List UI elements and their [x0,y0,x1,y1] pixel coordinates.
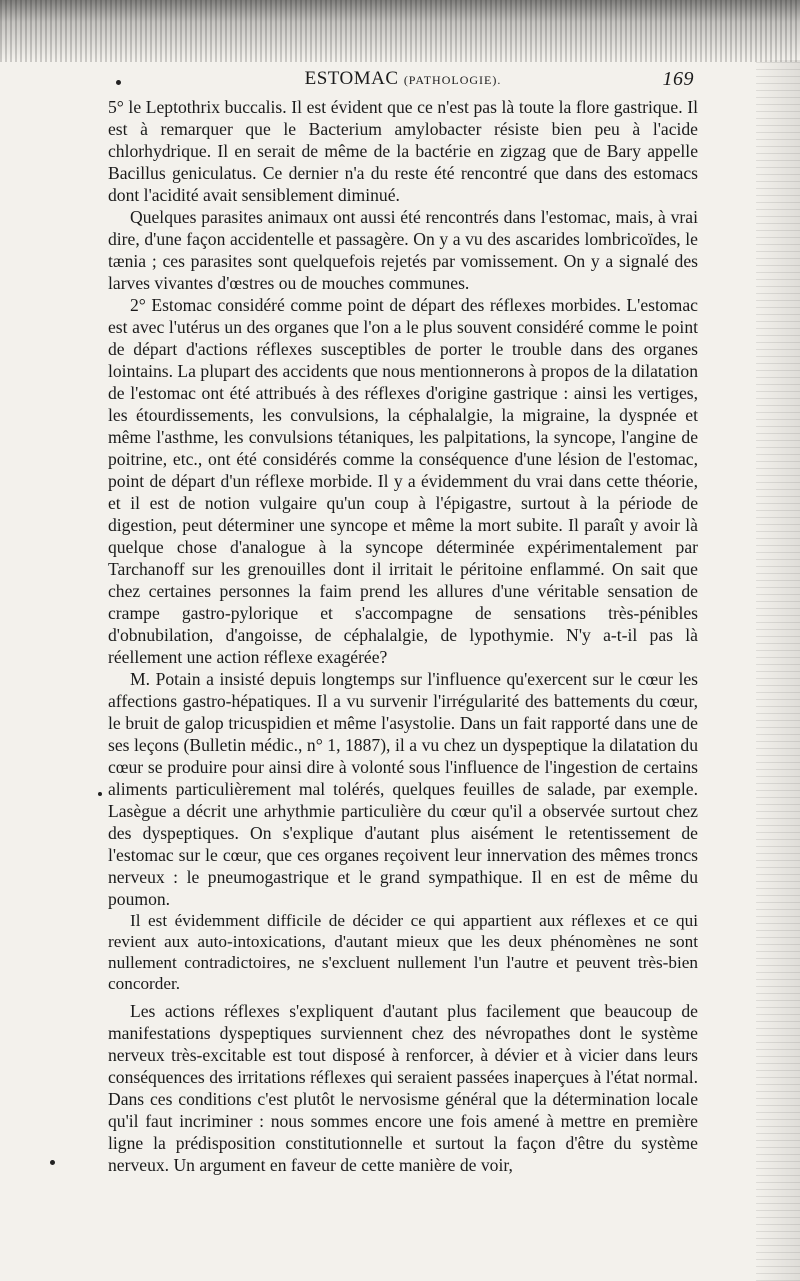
book-page [108,62,698,1176]
paragraph: 5° le Leptothrix buccalis. Il est évident que ce n'est pas là toute la flore gastrique. Il est à remarquer que le Bacterium amylobacter résiste bien peu à l'acide chlorhydrique. Il en serait de même de la bactérie en zigzag que de Bary appelle Bacillus geniculatus. Ce dernier n'a du reste été rencontré que dans des estomacs dont l'acidité avait sensiblement diminué. [108,97,698,205]
scan-top-edge [0,0,800,62]
scan-right-edge [756,60,800,1281]
running-title [108,68,698,90]
ink-speck [50,1160,55,1165]
paragraph: Les actions réflexes s'expliquent d'autant plus facilement que beaucoup de manifestations dyspeptiques surviennent chez des névropathes dont le système nerveux très-excitable est tout disposé à renforcer, à dévier et à vicier dans leurs conséquences des irritations réflexes qui seraient passées inaperçues à l'état normal. Dans ces conditions c'est plutôt le nervosisme général que la détermination locale qu'il faut incriminer : nous sommes encore une fois amené à mettre en première ligne la prédisposition constitutionnelle et surtout la façon d'être du système nerveux. Un argument en faveur de cette manière de voir, [108,1001,698,1175]
paragraph: Quelques parasites animaux ont aussi été rencontrés dans l'estomac, mais, à vrai dire, d'une façon accidentelle et passagère. On y a vu des ascarides lombricoïdes, le tænia ; ces parasites sont quelquefois rejetés par vomissement. On y a signalé des larves vivantes d'œstres ou de mouches communes. [108,207,698,293]
running-title-sub: (PATHOLOGIE). [403,73,502,87]
page-number: 169 [662,68,694,90]
running-title-main: ESTOMAC [304,68,399,89]
paragraph: Il est évidemment difficile de décider ce qui appartient aux réflexes et ce qui revient aux auto-intoxications, d'autant mieux que les deux phénomènes ne sont nullement contradictoires, ne s'excluent nullement l'un l'autre et peuvent très-bien concorder. [108,911,698,993]
ink-speck [98,792,102,796]
running-head [108,62,698,96]
paragraph: M. Potain a insisté depuis longtemps sur l'influence qu'exercent sur le cœur les affections gastro-hépatiques. Il a vu survenir l'irrégularité des battements du cœur, le bruit de galop tricuspidien et même l'asystolie. Dans un fait rapporté dans une de ses leçons (Bulletin médic., n° 1, 1887), il a vu chez un dyspeptique la dilatation du cœur se produire pour ainsi dire à volonté sous l'influence de l'ingestion de certains aliments particulièrement mal tolérés, quelques feuilles de salade, par exemple. Lasègue a décrit une arhythmie particulière du cœur qu'il a observée surtout chez des dyspeptiques. On s'explique d'autant plus aisément le retentissement de l'estomac sur le cœur, que ces organes reçoivent leur innervation des mêmes troncs nerveux : le pneumogastrique et le grand sympathique. Il en est de même du poumon. [108,669,698,909]
paragraph: 2° Estomac considéré comme point de départ des réflexes morbides. L'estomac est avec l'utérus un des organes que l'on a le plus souvent considéré comme le point de départ d'actions réflexes susceptibles de porter le trouble dans des organes lointains. La plupart des accidents que nous mentionnerons à propos de la dilatation de l'estomac ont été attribués à des réflexes d'origine gastrique : ainsi les vertiges, les étourdissements, les convulsions, la céphalalgie, la migraine, la dyspnée et même l'asthme, les convulsions tétaniques, les palpitations, la syncope, l'angine de poitrine, etc., ont été considérés comme la conséquence d'une lésion de l'estomac, point de départ d'un réflexe morbide. Il y a évidemment du vrai dans cette théorie, et il est de notion vulgaire qu'un coup à l'épigastre, surtout à la période de digestion, peut déterminer une syncope et même la mort subite. Il paraît y avoir là quelque chose d'analogue à la syncope déterminée expérimentalement par Tarchanoff sur les grenouilles dont il irritait le péritoine enflammé. On sait que chez certaines personnes la faim prend les allures d'une véritable sensation de crampe gastro-pylorique et s'accompagne de sensations très-pénibles d'obnubilation, d'angoisse, de céphalalgie, de lypothymie. N'y a-t-il pas là réellement une action réflexe exagérée? [108,295,698,667]
body-text [108,96,698,1176]
